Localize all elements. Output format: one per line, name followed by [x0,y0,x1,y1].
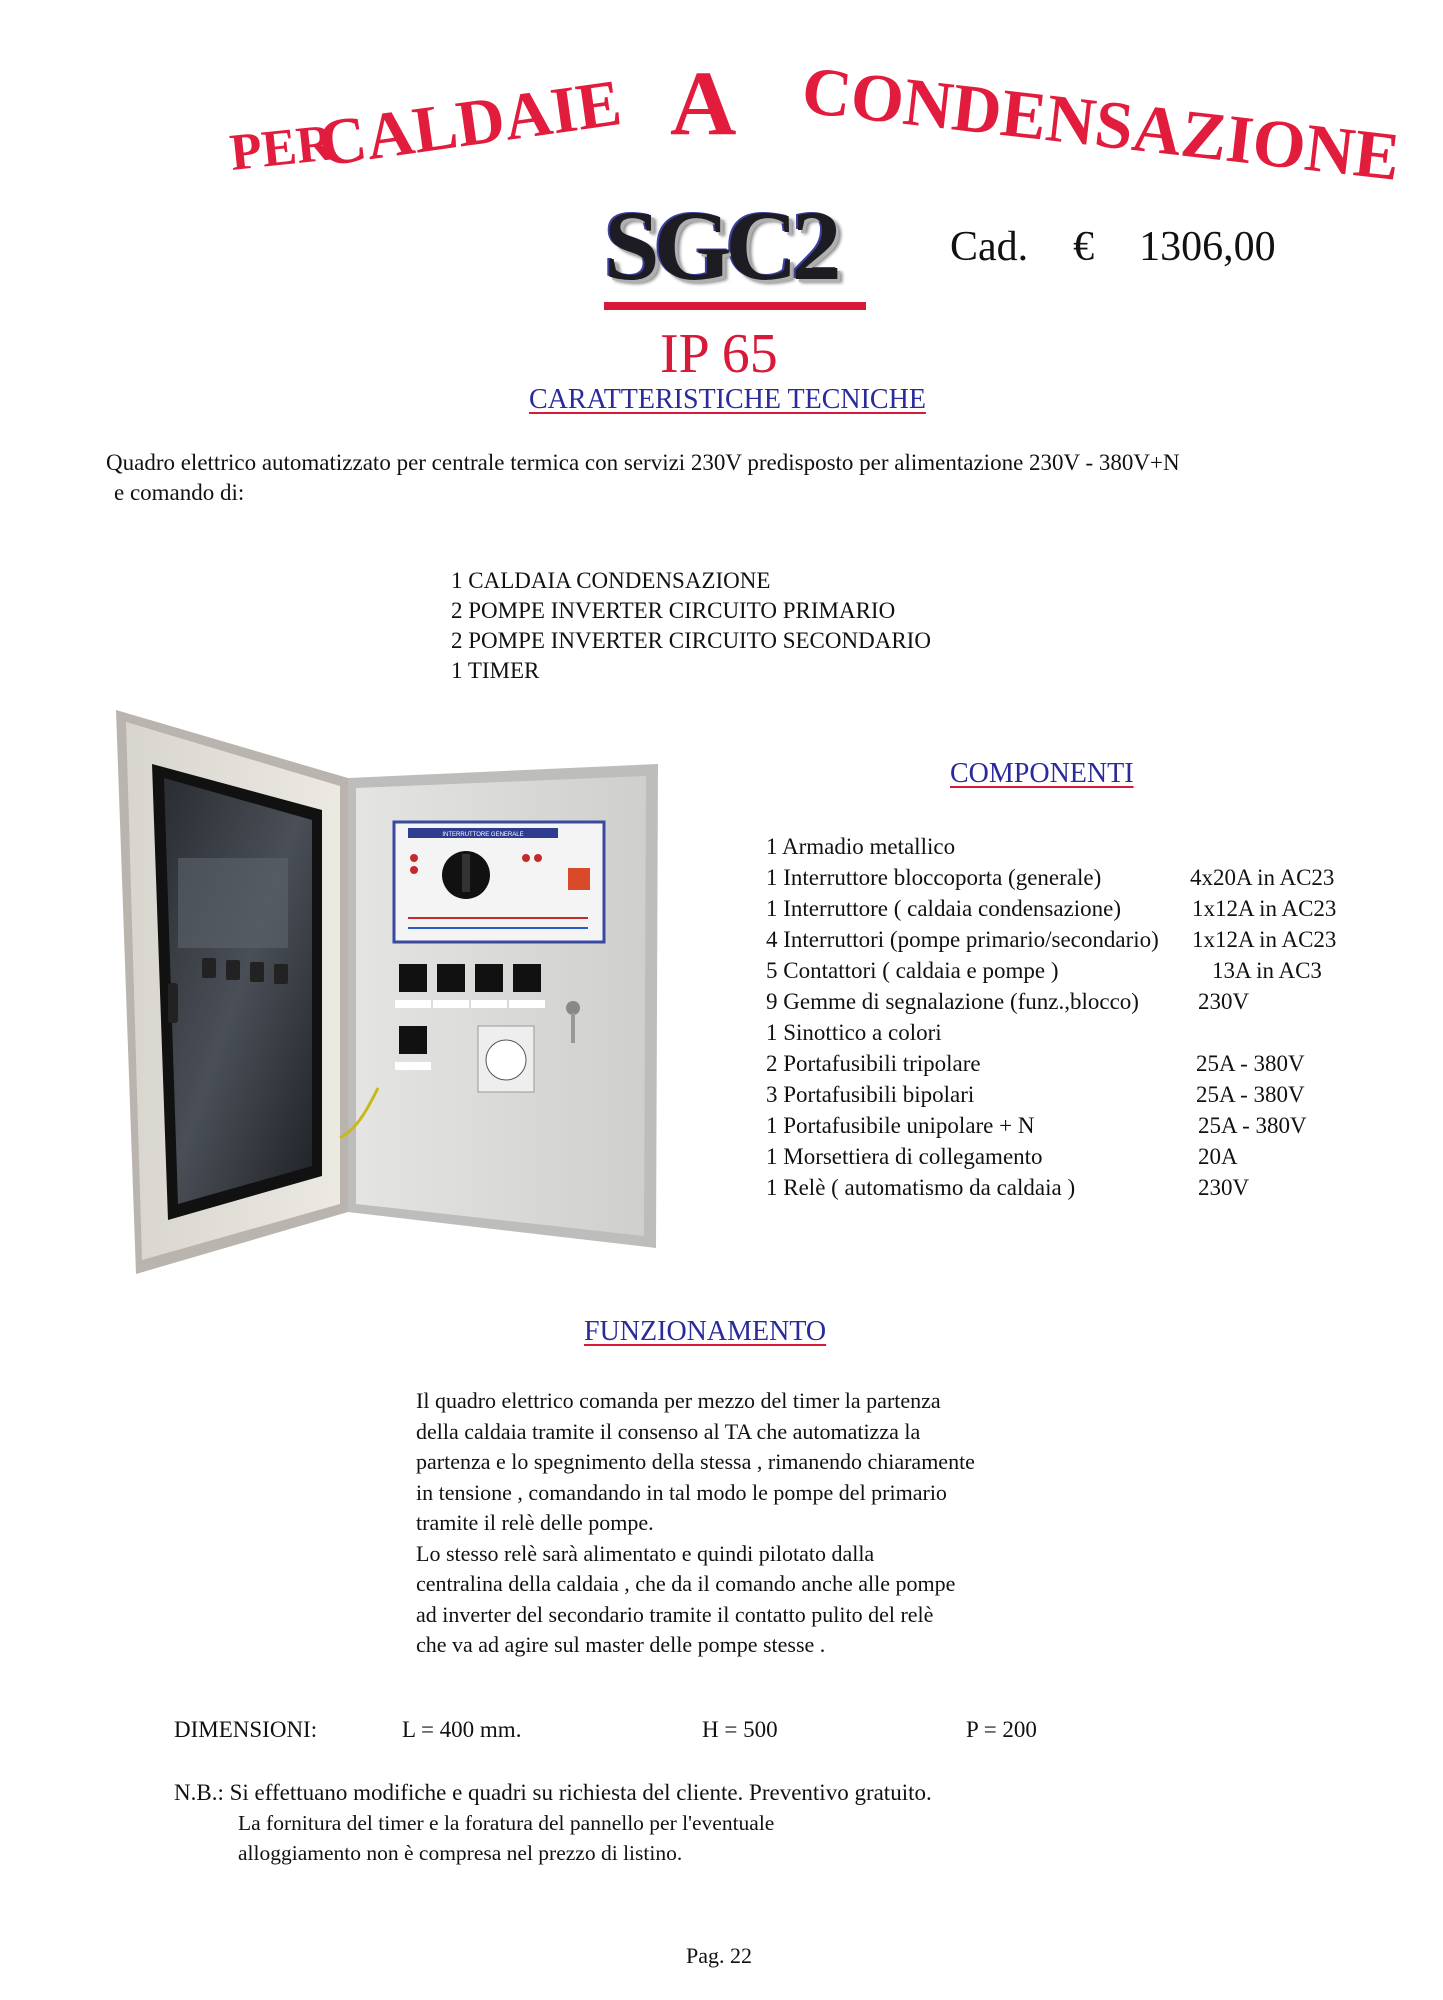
operation-text [416,1386,1076,1661]
title-word-per: PER [227,114,337,182]
cabinet-photo [108,708,678,1288]
components-heading: COMPONENTI [950,758,1134,789]
component-value: 230V [1198,989,1250,1014]
switch-label [395,1000,431,1008]
component-name: 1 Armadio metallico [766,834,956,859]
component-value: 25A - 380V [1198,1113,1307,1138]
operation-line: centralina della caldaia , che da il comando anche alle pompe [416,1571,956,1596]
model-underline [604,302,866,310]
component-name: 1 Relè ( automatismo da caldaia ) [766,1175,1076,1200]
notes [174,1778,932,1868]
component-name: 1 Morsettiera di collegamento [766,1144,1043,1169]
switch-label [471,1000,507,1008]
reflected-switch [274,964,288,984]
component-value: 1x12A in AC23 [1192,927,1337,952]
component-name: 1 Interruttore ( caldaia condensazione) [766,896,1122,921]
note-line: La fornitura del timer e la foratura del pannello per l'eventuale [238,1811,775,1835]
component-name: 5 Contattori ( caldaia e pompe ) [766,958,1059,983]
door-latch [168,983,178,1023]
component-value: 1x12A in AC23 [1192,896,1337,921]
switch-label [433,1000,469,1008]
reflected-switch [250,962,264,982]
component-value: 25A - 380V [1196,1082,1305,1107]
selector-switch [475,964,503,992]
operation-line: in tensione , comandando in tal modo le pompe del primario [416,1479,947,1505]
tech-intro [106,448,1180,508]
door-window [164,778,312,1204]
dimension-length: L = 400 mm. [402,1717,522,1742]
selector-switch [513,964,541,992]
operation-line: tramite il relè delle pompe. [416,1510,654,1535]
key [571,1013,575,1043]
indicator-light [410,854,418,862]
selector-switch [437,964,465,992]
feature-item: 2 POMPE INVERTER CIRCUITO SECONDARIO [451,628,931,653]
reflected-switch [202,958,216,978]
title-word-a: A [670,52,737,154]
operation-heading: FUNZIONAMENTO [584,1316,827,1347]
operation-line: della caldaia tramite il consenso al TA che automatizza la [416,1418,921,1444]
switch-label [395,1062,431,1070]
window-reflection [178,858,288,948]
indicator-light [534,854,542,862]
component-value: 13A in AC3 [1212,958,1322,983]
component-name: 1 Sinottico a colori [766,1020,942,1045]
operation-line: Lo stesso relè sarà alimentato e quindi pilotato dalla [416,1540,875,1566]
component-name: 1 Interruttore bloccoporta (generale) [766,865,1102,890]
title-word-condensazione: CONDENSAZIONE [798,51,1404,195]
feature-item: 1 TIMER [451,658,540,683]
component-name: 4 Interruttori (pompe primario/secondario) [766,927,1159,952]
feature-item: 1 CALDAIA CONDENSAZIONE [451,568,771,593]
indicator-light [410,866,418,874]
timer-dial [486,1040,526,1080]
protection-rating: IP 65 [660,323,778,385]
component-name: 1 Portafusibile unipolare + N [766,1113,1035,1138]
selector-switch [399,1026,427,1054]
operation-line: ad inverter del secondario tramite il contatto pulito del relè [416,1601,934,1627]
note-line: alloggiamento non è compresa nel prezzo di listino. [238,1841,683,1865]
feature-item: 2 POMPE INVERTER CIRCUITO PRIMARIO [451,598,896,623]
operation-line: Il quadro elettrico comanda per mezzo del timer la partenza [416,1388,941,1413]
dimension-height: H = 500 [702,1717,778,1742]
component-value: 20A [1198,1144,1238,1169]
synoptic-title: INTERRUTTORE GENERALE [442,832,524,838]
operation-line: partenza e lo spegnimento della stessa , rimanendo chiaramente [416,1449,975,1474]
operation-line: che va ad agire sul master delle pompe stesse . [416,1632,826,1657]
key-lock [566,1001,580,1015]
component-value: 230V [1198,1175,1250,1200]
intro-line-2: e comando di: [114,480,245,505]
price: Cad. € 1306,00 [950,224,1276,270]
model-name: SGC2 [604,190,836,301]
component-name: 2 Portafusibili tripolare [766,1051,981,1076]
switch-label [509,1000,545,1008]
feature-list [451,566,931,686]
note-line: N.B.: Si effettuano modifiche e quadri su richiesta del cliente. Preventivo gratuito. [174,1780,932,1805]
dimensions-label: DIMENSIONI: [174,1717,318,1742]
indicator-light [522,854,530,862]
dimension-depth: P = 200 [966,1717,1037,1742]
page-title [0,0,1443,200]
reflected-switch [226,960,240,980]
component-value: 25A - 380V [1196,1051,1305,1076]
main-switch-handle [462,854,470,892]
component-name: 9 Gemme di segnalazione (funz.,blocco) [766,989,1139,1014]
title-word-caldaie: CALDAIE [313,66,626,181]
component-name: 3 Portafusibili bipolari [766,1082,975,1107]
selector-switch [399,964,427,992]
boiler-icon [568,868,590,890]
tech-heading: CARATTERISTICHE TECNICHE [529,384,926,415]
page-number: Pag. 22 [686,1943,752,1968]
intro-line-1: Quadro elettrico automatizzato per centrale termica con servizi 230V predisposto per alimentazione 230V - 380V+N [106,450,1180,475]
component-value: 4x20A in AC23 [1190,865,1335,890]
